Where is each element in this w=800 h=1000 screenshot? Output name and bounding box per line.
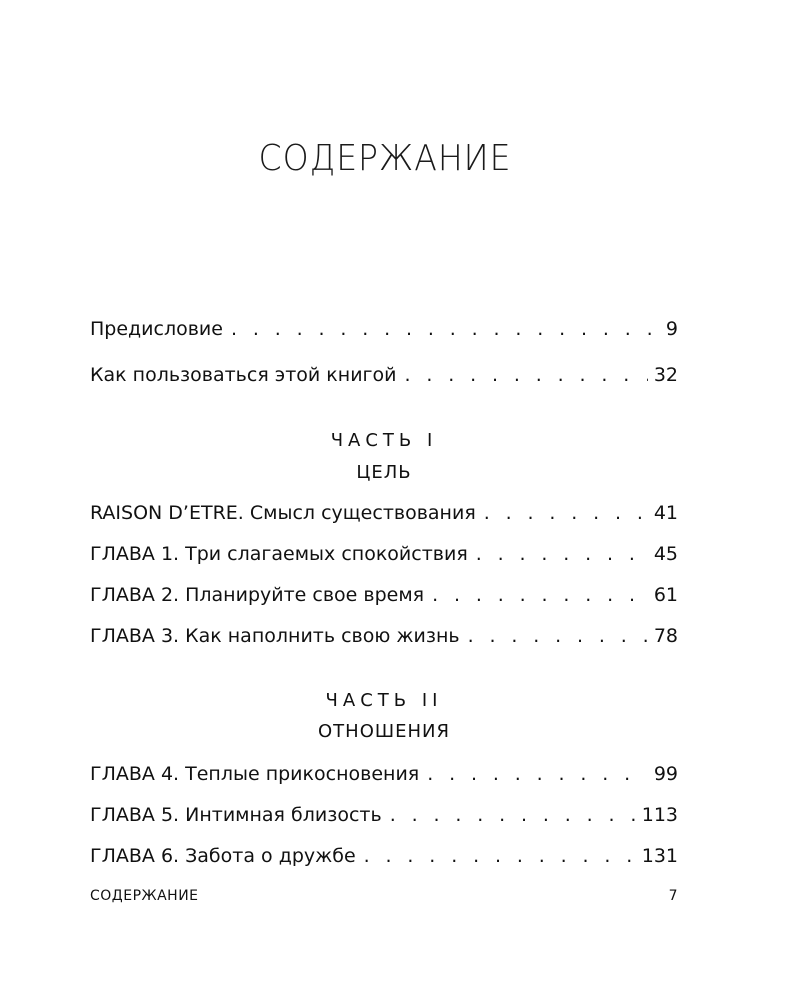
toc-entry [90,541,678,567]
toc-entry-page: 78 [653,625,678,647]
toc-entry-label: ГЛАВА 2. Планируйте свое время [90,584,425,606]
toc-entry-label: ГЛАВА 6. Забота о дружбе [90,845,356,867]
part-heading: ЧАСТЬ I [330,430,438,451]
dot-leader [427,761,648,787]
page-footer [90,888,678,904]
running-head: СОДЕРЖАНИЕ [90,888,199,904]
toc-entry-label: ГЛАВА 3. Как наполнить свою жизнь [90,625,460,647]
toc-entry [90,802,678,828]
dot-leader [432,582,648,608]
toc-entry-label: RAISON D’ETRE. Смысл существования [90,502,476,524]
toc-entry [90,761,678,787]
page-title: СОДЕРЖАНИЕ [258,138,512,179]
toc-entry [90,623,678,649]
toc-entry-page: 99 [653,763,678,785]
toc-entry-label: ГЛАВА 5. Интимная близость [90,804,382,826]
toc-entry-label: ГЛАВА 1. Три слагаемых спокойствия [90,543,468,565]
part-subtitle: ЦЕЛЬ [356,462,412,483]
page-number: 7 [668,888,678,904]
toc-entry-preface [90,316,678,342]
toc-entry-page: 9 [665,318,678,340]
part-heading: ЧАСТЬ II [325,690,443,711]
toc-entry-page: 61 [653,584,678,606]
dot-leader [231,316,660,342]
toc-entry [90,500,678,526]
toc-entry [90,582,678,608]
dot-leader [468,623,648,649]
toc-entry-page: 32 [653,364,678,386]
toc-entry-label: Предисловие [90,318,223,340]
toc-entry-page: 131 [641,845,678,867]
toc-entry-page: 45 [653,543,678,565]
toc-entry-how-to-use [90,362,678,388]
dot-leader [364,843,636,869]
dot-leader [405,362,648,388]
dot-leader [390,802,636,828]
toc-entry-page: 113 [641,804,678,826]
toc-entry-page: 41 [653,502,678,524]
dot-leader [484,500,648,526]
toc-entry-label: ГЛАВА 4. Теплые прикосновения [90,763,420,785]
toc-entry [90,843,678,869]
toc-entry-label: Как пользоваться этой книгой [90,364,397,386]
part-subtitle: ОТНОШЕНИЯ [318,721,450,742]
dot-leader [476,541,648,567]
